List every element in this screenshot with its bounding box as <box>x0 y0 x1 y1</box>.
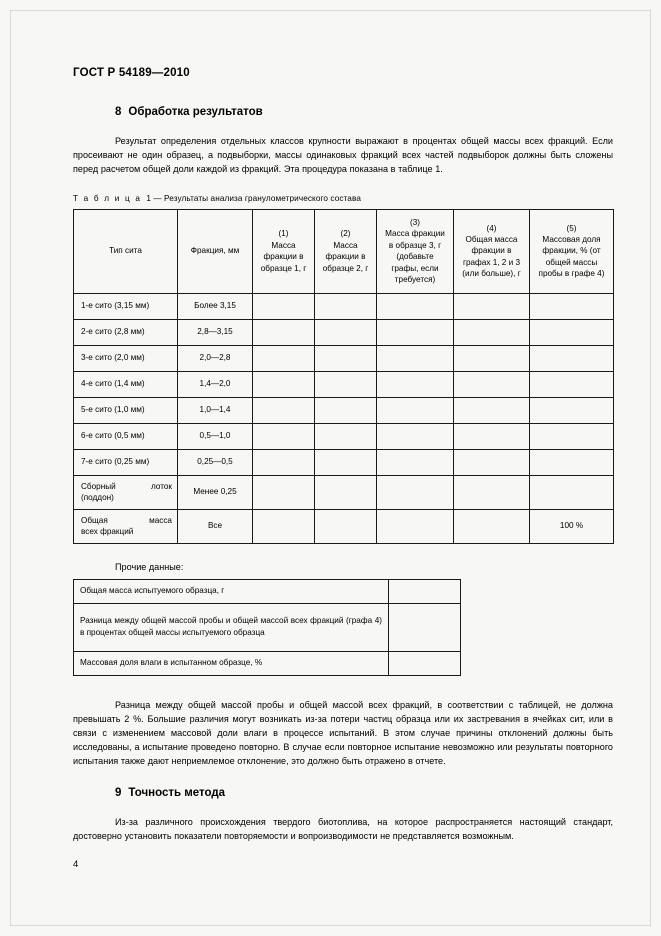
cell-sieve-type-word-2: лоток <box>150 481 172 491</box>
cell-mass-sample-3[interactable] <box>377 509 454 543</box>
granulometric-results-table <box>73 209 614 544</box>
table-caption-dash: — <box>153 193 162 203</box>
table-row <box>74 319 614 345</box>
cell-mass-sample-2[interactable] <box>315 509 377 543</box>
cell-fraction: 1,0—1,4 <box>178 397 253 423</box>
cell-fraction: 0,25—0,5 <box>178 449 253 475</box>
table-caption-label: Т а б л и ц а <box>73 193 142 203</box>
header-col-1-text: Масса фракции в образце 1, г <box>260 240 307 273</box>
other-data-value[interactable] <box>389 651 461 675</box>
header-col-4-text: Общая масса фракции в графах 1, 2 и 3 (или больше), г <box>462 235 521 279</box>
cell-mass-sample-1[interactable] <box>253 509 315 543</box>
table-1-caption <box>73 194 613 203</box>
cell-mass-sample-1[interactable] <box>253 319 315 345</box>
section-9-paragraph: Из-за различного происхождения твердого биотоплива, на которое распространяется настоящий стандарт, достоверно установить показатели повторяемости и вопроизводимости не представляется возможным. <box>73 816 613 841</box>
header-col-3-ref: (3) <box>409 217 420 227</box>
cell-sieve-type-word-1: Общая <box>81 515 108 525</box>
cell-mass-sample-3[interactable] <box>377 397 454 423</box>
cell-mass-sample-1[interactable] <box>253 397 315 423</box>
cell-sieve-type: 6-е сито (0,5 мм) <box>74 423 178 449</box>
cell-sieve-type: 5-е сито (1,0 мм) <box>74 397 178 423</box>
cell-sieve-type-word-1: Сборный <box>81 481 116 491</box>
cell-mass-sample-2[interactable] <box>315 345 377 371</box>
header-col-4 <box>454 209 530 293</box>
cell-mass-sample-2[interactable] <box>315 319 377 345</box>
header-col-2 <box>315 209 377 293</box>
other-data-row <box>74 651 461 675</box>
cell-total-mass[interactable] <box>454 449 530 475</box>
header-sieve-type-text: Тип сита <box>109 246 142 256</box>
cell-mass-sample-3[interactable] <box>377 371 454 397</box>
cell-mass-fraction-pct[interactable] <box>530 293 614 319</box>
table-header-row <box>74 209 614 293</box>
table-row <box>74 397 614 423</box>
section-title-9: Точность метода <box>128 786 226 799</box>
cell-mass-sample-3[interactable] <box>377 345 454 371</box>
cell-total-mass[interactable] <box>454 319 530 345</box>
cell-mass-fraction-pct[interactable] <box>530 371 614 397</box>
header-col-2-ref: (2) <box>340 229 351 239</box>
cell-sieve-type <box>74 509 178 543</box>
section-number-8: 8 <box>115 106 122 118</box>
cell-mass-fraction-pct[interactable] <box>530 475 614 509</box>
cell-total-mass[interactable] <box>454 509 530 543</box>
other-data-label: Массовая доля влаги в испытанном образце, % <box>74 651 389 675</box>
other-data-table <box>73 579 461 676</box>
cell-mass-sample-1[interactable] <box>253 345 315 371</box>
table-row <box>74 423 614 449</box>
header-col-1-ref: (1) <box>278 229 289 239</box>
section-heading-9 <box>73 787 613 799</box>
cell-mass-sample-2[interactable] <box>315 449 377 475</box>
cell-fraction: 2,0—2,8 <box>178 345 253 371</box>
page-number: 4 <box>73 859 79 870</box>
other-data-value[interactable] <box>389 579 461 603</box>
header-col-3-text: Масса фракции в образце 3, г (добавьте графы, если требуется) <box>385 229 445 284</box>
table-caption-number: 1 <box>146 193 151 203</box>
table-caption-text: Результаты анализа гранулометрического состава <box>164 193 361 203</box>
cell-mass-sample-1[interactable] <box>253 475 315 509</box>
cell-mass-sample-1[interactable] <box>253 449 315 475</box>
cell-total-mass[interactable] <box>454 397 530 423</box>
cell-sieve-type: 2-е сито (2,8 мм) <box>74 319 178 345</box>
cell-mass-sample-3[interactable] <box>377 449 454 475</box>
cell-sieve-type-word-3: (поддон) <box>81 493 114 503</box>
page-content <box>73 67 613 843</box>
header-col-5-text: Массовая доля фракции, % (от общей массы пробы в графе 4) <box>538 235 605 279</box>
cell-mass-fraction-pct[interactable] <box>530 397 614 423</box>
cell-sieve-type-word-2: масса <box>149 515 172 525</box>
cell-fraction: Более 3,15 <box>178 293 253 319</box>
cell-mass-sample-1[interactable] <box>253 293 315 319</box>
other-data-label: Общая масса испытуемого образца, г <box>74 579 389 603</box>
header-col-5 <box>530 209 614 293</box>
cell-mass-fraction-pct: 100 % <box>530 509 614 543</box>
page-sheet <box>10 10 651 926</box>
cell-fraction: 0,5—1,0 <box>178 423 253 449</box>
cell-sieve-type: 4-е сито (1,4 мм) <box>74 371 178 397</box>
cell-mass-sample-3[interactable] <box>377 475 454 509</box>
header-fraction-text: Фракция, мм <box>190 246 240 256</box>
cell-mass-fraction-pct[interactable] <box>530 423 614 449</box>
other-data-row <box>74 603 461 651</box>
header-sieve-type <box>74 209 178 293</box>
cell-total-mass[interactable] <box>454 293 530 319</box>
note-paragraph: Разница между общей массой пробы и общей массой всех фракций, в соответствии с таблицей, не должна превышать 2 %. Большие различия могут возникать из-за потери частиц образца или их застревания в ячейках сит, или в связи с изменением массовой доли влаги в процессе испытаний. В этом случае причины отклонений должны быть исследованы, а испытание проведено повторно. В случае если повторное испытание невозможно или результаты повторного испытания также дают неприемлемое отклонение, это должно быть отражено в отчете. <box>73 699 613 767</box>
cell-mass-fraction-pct[interactable] <box>530 449 614 475</box>
cell-mass-fraction-pct[interactable] <box>530 345 614 371</box>
table-row-total <box>74 509 614 543</box>
cell-mass-sample-3[interactable] <box>377 319 454 345</box>
table-row <box>74 475 614 509</box>
cell-mass-sample-2[interactable] <box>315 423 377 449</box>
table-row <box>74 345 614 371</box>
cell-total-mass[interactable] <box>454 371 530 397</box>
table-row <box>74 371 614 397</box>
other-data-label: Разница между общей массой пробы и общей массой всех фракций (графа 4) в процентах общей массы испытуемого образца <box>74 603 389 651</box>
header-col-2-text: Масса фракции в образце 2, г <box>322 240 369 273</box>
cell-sieve-type <box>74 475 178 509</box>
cell-total-mass[interactable] <box>454 475 530 509</box>
other-data-value[interactable] <box>389 603 461 651</box>
header-col-1 <box>253 209 315 293</box>
cell-fraction: 1,4—2,0 <box>178 371 253 397</box>
standard-identifier: ГОСТ Р 54189—2010 <box>73 67 190 79</box>
header-col-5-ref: (5) <box>566 223 577 233</box>
cell-fraction: 2,8—3,15 <box>178 319 253 345</box>
cell-mass-sample-2[interactable] <box>315 293 377 319</box>
cell-mass-sample-2[interactable] <box>315 371 377 397</box>
section-number-9: 9 <box>115 786 122 799</box>
section-heading-8 <box>73 106 613 118</box>
header-col-3 <box>377 209 454 293</box>
cell-sieve-type: 3-е сито (2,0 мм) <box>74 345 178 371</box>
cell-fraction: Менее 0,25 <box>178 475 253 509</box>
cell-sieve-type: 7-е сито (0,25 мм) <box>74 449 178 475</box>
cell-mass-fraction-pct[interactable] <box>530 319 614 345</box>
cell-mass-sample-3[interactable] <box>377 293 454 319</box>
cell-mass-sample-3[interactable] <box>377 423 454 449</box>
cell-total-mass[interactable] <box>454 345 530 371</box>
cell-sieve-type: 1-е сито (3,15 мм) <box>74 293 178 319</box>
table-row <box>74 293 614 319</box>
header-col-4-ref: (4) <box>486 223 497 233</box>
other-data-heading: Прочие данные: <box>115 561 184 572</box>
cell-fraction: Все <box>178 509 253 543</box>
cell-mass-sample-1[interactable] <box>253 423 315 449</box>
header-fraction <box>178 209 253 293</box>
cell-mass-sample-2[interactable] <box>315 475 377 509</box>
cell-mass-sample-2[interactable] <box>315 397 377 423</box>
cell-total-mass[interactable] <box>454 423 530 449</box>
table-row <box>74 449 614 475</box>
section-8-paragraph: Результат определения отдельных классов крупности выражают в процентах общей массы всех фракций. Если просеивают не один образец, а подвыборки, массы одинаковых фракций всех частей подвыборок должны быть сложены перед расчетом общей доли каждой из фракций. Эта процедура показана в таблице 1. <box>73 136 613 175</box>
section-title-8: Обработка результатов <box>128 106 263 118</box>
cell-sieve-type-word-3: всех фракций <box>81 527 134 537</box>
cell-mass-sample-1[interactable] <box>253 371 315 397</box>
other-data-row <box>74 579 461 603</box>
